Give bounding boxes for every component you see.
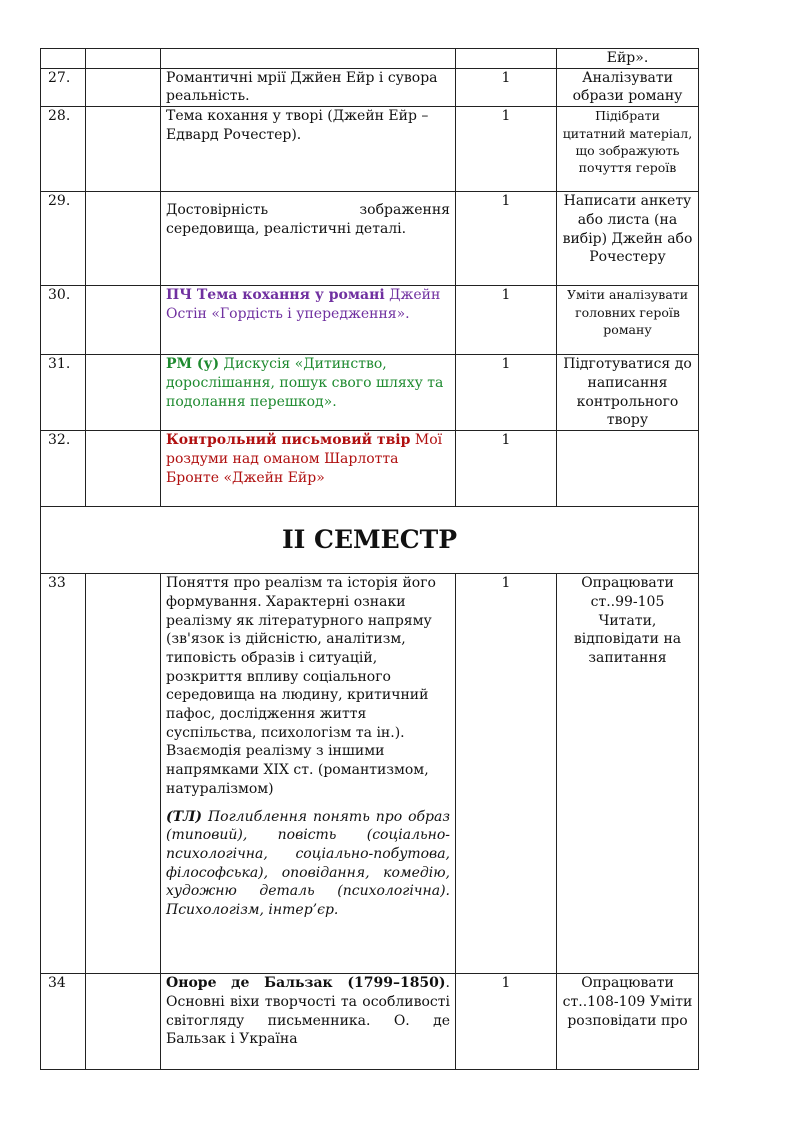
- topic-text: Поняття про реалізм та історія його формування. Характерні ознаки реалізму як літературного напряму (зв'язок із дійсністю, аналітизм, типовість образів і ситуацій, розкриття впливу соціального середовища на людину, критичний пафос, дослідження життя суспільства, психологізм та ін.). Взаємодія реалізму з іншими напрямками XIX ст. (романтизмом, натуралізмом): [166, 575, 436, 797]
- author-heading: Оноре де Бальзак (1799–1850): [166, 975, 446, 992]
- lesson-hours: 1: [456, 431, 557, 507]
- topic-text: Мої роздуми над оманом Шарлотта Бронте «Джейн Ейр»: [166, 432, 443, 486]
- table-row: [41, 431, 699, 507]
- lesson-hours: 1: [456, 192, 557, 286]
- lesson-hours: 1: [456, 574, 557, 974]
- topic-text: Достовірність зображення середовища, реалістичні деталі.: [166, 202, 450, 237]
- theory-text: Поглиблення понять про образ (типовий), повість (соціально-психологічна, соціально-побутова, філософська), оповідання, комедію, художню деталь (психологічна). Психологізм, інтер’єр.: [166, 808, 450, 919]
- table-row: [41, 574, 699, 974]
- lesson-homework: Написати анкету або листа (на вибір) Джейн або Рочестеру: [557, 192, 699, 286]
- lesson-number: 30.: [41, 286, 86, 355]
- lesson-number: 27.: [41, 68, 86, 106]
- lesson-homework: Уміти аналізувати головних героїв роману: [557, 286, 699, 355]
- lesson-type: РМ (у): [166, 356, 220, 373]
- lesson-homework: [557, 431, 699, 507]
- table-row: [41, 68, 699, 106]
- lesson-homework: Аналізувати образи роману: [557, 68, 699, 106]
- lesson-topic: [161, 286, 456, 355]
- lesson-number: 32.: [41, 431, 86, 507]
- lesson-date: [86, 107, 161, 192]
- lesson-topic: [161, 49, 456, 69]
- table-row: [41, 974, 699, 1070]
- table-row: [41, 355, 699, 431]
- lesson-topic: [161, 974, 456, 1070]
- lesson-date: [86, 574, 161, 974]
- lesson-topic: [161, 431, 456, 507]
- lesson-type: Контрольний письмовий твір: [166, 432, 411, 449]
- lesson-date: [86, 49, 161, 69]
- lesson-homework: Підібрати цитатний матеріал, що зображують почуття героїв: [557, 107, 699, 192]
- lesson-type: ПЧ Тема кохання у романі: [166, 287, 385, 304]
- lesson-hours: [456, 49, 557, 69]
- lesson-hours: 1: [456, 107, 557, 192]
- lesson-date: [86, 286, 161, 355]
- table-row: [41, 107, 699, 192]
- lesson-date: [86, 431, 161, 507]
- lesson-hours: 1: [456, 286, 557, 355]
- lesson-plan-table: [40, 48, 699, 1070]
- semester-row: [41, 507, 699, 574]
- theory-label: (ТЛ): [166, 808, 203, 825]
- lesson-number: 34: [41, 974, 86, 1070]
- lesson-homework: Опрацювати ст..99-105 Читати, відповідати на запитання: [557, 574, 699, 974]
- lesson-hours: 1: [456, 355, 557, 431]
- lesson-homework: Ейр».: [557, 49, 699, 69]
- lesson-number: [41, 49, 86, 69]
- topic-text: . Основні віхи творчості та особливості світогляду письменника. О. де Бальзак і Україна: [166, 975, 450, 1048]
- lesson-homework: Опрацювати ст..108-109 Уміти розповідати про: [557, 974, 699, 1070]
- lesson-date: [86, 68, 161, 106]
- lesson-number: 31.: [41, 355, 86, 431]
- lesson-hours: 1: [456, 68, 557, 106]
- lesson-date: [86, 192, 161, 286]
- lesson-date: [86, 974, 161, 1070]
- lesson-number: 33: [41, 574, 86, 974]
- topic-text: Дискусія «Дитинство, дорослішання, пошук свого шляху та подолання перешкод».: [166, 356, 444, 410]
- lesson-topic: [161, 574, 456, 974]
- lesson-number: 29.: [41, 192, 86, 286]
- lesson-homework: Підготуватися до написання контрольного твору: [557, 355, 699, 431]
- lesson-topic: Тема кохання у творі (Джейн Ейр – Едвард Рочестер).: [161, 107, 456, 192]
- lesson-date: [86, 355, 161, 431]
- topic-text: Джейн Остін «Гордість і упередження».: [166, 287, 441, 322]
- theory-note: [166, 808, 450, 920]
- table-row: [41, 192, 699, 286]
- lesson-topic: Романтичні мрії Джйен Ейр і сувора реальність.: [161, 68, 456, 106]
- lesson-topic: [161, 355, 456, 431]
- table-row: [41, 286, 699, 355]
- semester-heading: ІІ СЕМЕСТР: [41, 507, 699, 574]
- table-row: [41, 49, 699, 69]
- lesson-number: 28.: [41, 107, 86, 192]
- lesson-topic: [161, 192, 456, 286]
- lesson-hours: 1: [456, 974, 557, 1070]
